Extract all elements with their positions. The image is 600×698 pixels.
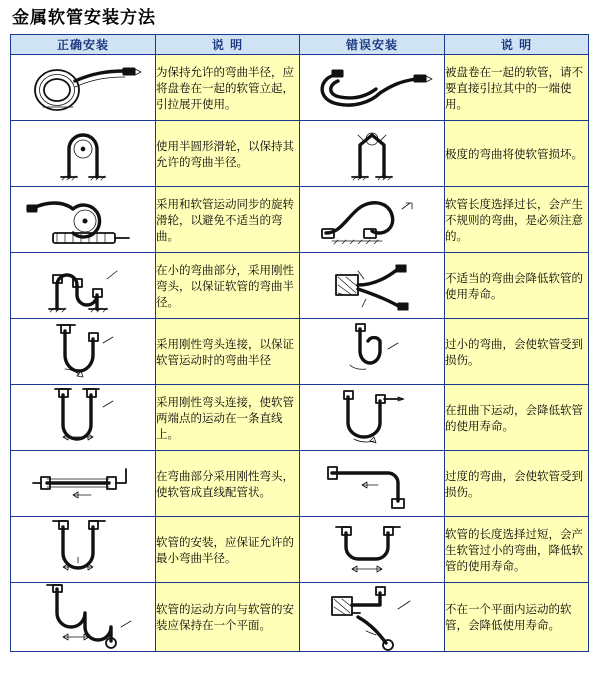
sharp-v-bend-pulley-icon [300,121,445,187]
row-description: 采用刚性弯头连接，以保证软管运动时的弯曲半径 [156,319,300,385]
header-wrong-desc: 说 明 [445,35,589,55]
row-description: 在小的弯曲部分，采用刚性弯头，以保证软管的弯曲半径。 [156,253,300,319]
row-description: 过度的弯曲，会使软管受到损伤。 [445,451,589,517]
row-description: 在扭曲下运动，会降低软管的使用寿命。 [445,385,589,451]
row-description: 软管长度选择过长，会产生不规则的弯曲，是必须注意的。 [445,187,589,253]
table-row [11,517,589,583]
rigid-elbow-straight-line-motion-icon [11,385,156,451]
row-description: 极度的弯曲将使软管损坏。 [445,121,589,187]
motion-plane-aligned-icon [11,583,156,652]
too-long-hose-small-bend-icon [300,517,445,583]
table-row [11,121,589,187]
row-description: 过小的弯曲，会使软管受到损伤。 [445,319,589,385]
synchronized-rotating-pulley-icon [11,187,156,253]
row-description: 被盘卷在一起的软管，请不要直接引拉其中的一端使用。 [445,55,589,121]
too-small-bend-radius-icon [300,319,445,385]
over-bending-right-angle-icon [300,451,445,517]
minimum-bend-radius-u-hose-icon [11,517,156,583]
header-correct-desc: 说 明 [156,35,300,55]
improper-bend-reduces-life-icon [300,253,445,319]
excess-length-irregular-bend-icon [300,187,445,253]
rigid-bend-small-radius-icon [11,253,156,319]
table-row [11,451,589,517]
table-row [11,583,589,652]
row-description: 在弯曲部分采用刚性弯头，使软管成直线配管状。 [156,451,300,517]
semicircular-pulley-bend-icon [11,121,156,187]
page-title: 金属软管安装方法 [12,8,156,28]
rigid-elbow-straight-piping-icon [11,451,156,517]
row-description: 使用半圆形滑轮，以保持其允许的弯曲半径。 [156,121,300,187]
coiled-hose-roll-icon [11,55,156,121]
coiled-hose-pulled-sideways-icon [300,55,445,121]
header-correct-install: 正确安装 [11,35,156,55]
motion-out-of-plane-icon [300,583,445,652]
row-description: 采用刚性弯头连接，使软管两端点的运动在一条直线上。 [156,385,300,451]
row-description: 软管的长度选择过短，会产生软管过小的弯曲，降低软管的使用寿命。 [445,517,589,583]
installation-methods-table [10,34,589,652]
row-description: 软管的运动方向与软管的安装应保持在一个平面。 [156,583,300,652]
row-description: 软管的安装，应保证允许的最小弯曲半径。 [156,517,300,583]
header-wrong-install: 错误安装 [300,35,445,55]
row-description: 不适当的弯曲会降低软管的使用寿命。 [445,253,589,319]
table-header-row [11,35,589,55]
table-row [11,187,589,253]
table-row [11,55,589,121]
table-row [11,385,589,451]
row-description: 采用和软管运动同步的旋转滑轮，以避免不适当的弯曲。 [156,187,300,253]
rigid-elbow-u-bend-icon [11,319,156,385]
table-row [11,319,589,385]
row-description: 为保持允许的弯曲半径，应将盘卷在一起的软管立起，引拉展开使用。 [156,55,300,121]
torsional-motion-u-hose-icon [300,385,445,451]
table-row [11,253,589,319]
row-description: 不在一个平面内运动的软管，会降低使用寿命。 [445,583,589,652]
